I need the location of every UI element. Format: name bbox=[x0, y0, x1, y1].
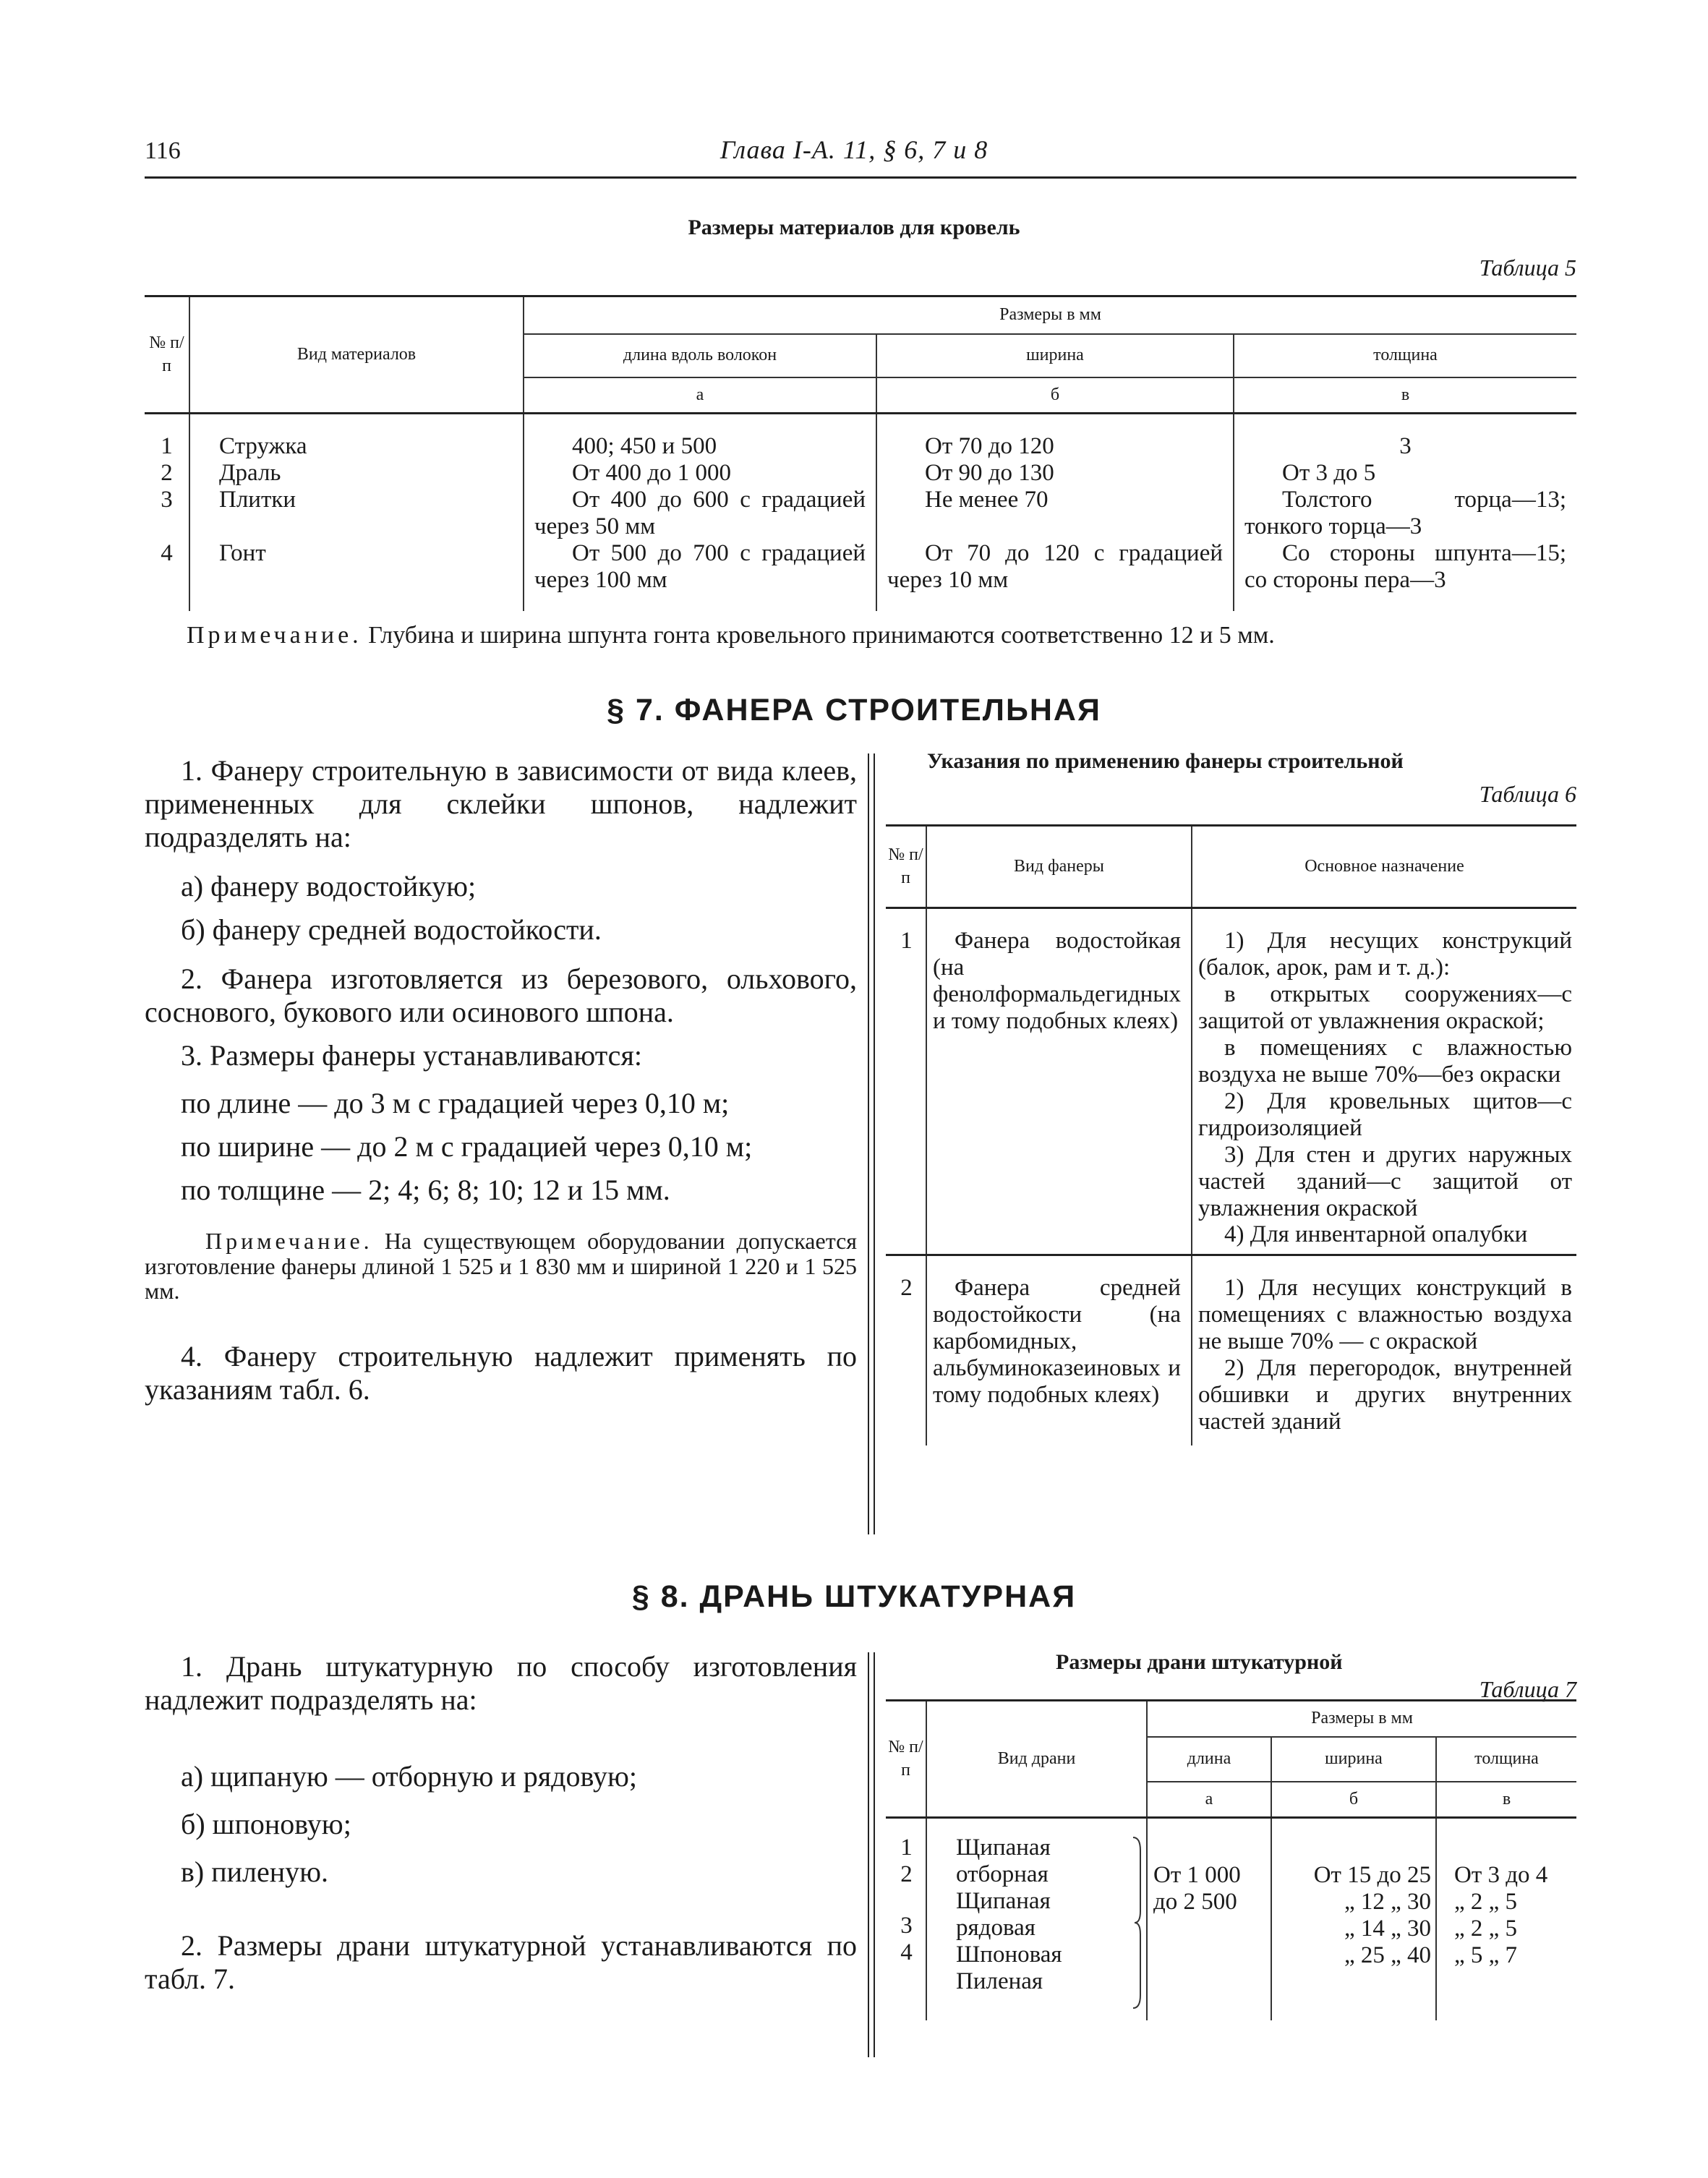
section7-p1-a: а) фанеру водостойкую; bbox=[181, 870, 477, 902]
table5-header-width: ширина bbox=[876, 334, 1234, 377]
table7-kind: Шпоновая bbox=[956, 1941, 1062, 1968]
section7-note bbox=[145, 1229, 857, 1304]
section7-text bbox=[145, 754, 857, 1417]
table5-header-thickness: толщина bbox=[1234, 334, 1576, 377]
table7-header-num: № п/п bbox=[886, 1701, 926, 1818]
table6 bbox=[886, 824, 1576, 1445]
table5-num: 1 bbox=[161, 433, 173, 459]
table5-material: Плитки bbox=[219, 487, 296, 513]
table5 bbox=[145, 295, 1576, 611]
table6-purpose bbox=[1192, 1255, 1576, 1445]
table6-title: Указания по применению фанеры строительной bbox=[927, 749, 1404, 773]
section7-note-text: На существующем оборудовании допускается изготовление фанеры длиной 1 525 и 1 830 мм и шириной 1 220 и 1 525 мм. bbox=[145, 1228, 858, 1304]
table7-number: Таблица 7 bbox=[1479, 1676, 1576, 1702]
table7-num: 2 bbox=[900, 1861, 913, 1887]
table6-header-kind: Вид фанеры bbox=[926, 826, 1192, 908]
table5-col-material bbox=[189, 414, 524, 611]
table7-thickness: От 3 до 4 bbox=[1454, 1862, 1548, 1888]
table5-note-text: Глубина и ширина шпунта гонта кровельного принимаются соответственно 12 и 5 мм. bbox=[368, 622, 1275, 649]
table5-title: Размеры материалов для кровель bbox=[688, 215, 1020, 239]
table5-length: От 500 до 700 с градацией через 100 мм bbox=[534, 540, 866, 593]
section8-title: § 8. ДРАНЬ ШТУКАТУРНАЯ bbox=[631, 1579, 1077, 1614]
table5-material: Драль bbox=[219, 460, 281, 486]
table7-header-kind: Вид драни bbox=[926, 1701, 1147, 1818]
table7-header-length: длина bbox=[1147, 1737, 1271, 1782]
table7-letter-a: а bbox=[1147, 1782, 1271, 1818]
running-head: Глава I-А. 11, § 6, 7 и 8 bbox=[720, 135, 988, 164]
section8-p1-c: в) пиленую. bbox=[181, 1855, 329, 1888]
table5-length: От 400 до 1 000 bbox=[572, 460, 732, 486]
table5-number: Таблица 5 bbox=[1479, 255, 1576, 281]
section8-p1-a: а) щипаную — отборную и рядовую; bbox=[181, 1760, 637, 1793]
table5-width: От 70 до 120 с градацией через 10 мм bbox=[887, 540, 1223, 593]
table6-purpose-line: 4) Для инвентарной опалубки bbox=[1224, 1221, 1528, 1248]
section8-text bbox=[145, 1650, 857, 2006]
table5-thickness: 3 bbox=[1399, 433, 1412, 459]
table5-width: От 90 до 130 bbox=[925, 460, 1054, 486]
table7-letter-b: б bbox=[1271, 1782, 1436, 1818]
section7-title: § 7. ФАНЕРА СТРОИТЕЛЬНАЯ bbox=[607, 693, 1101, 727]
table6-purpose-line: 3) Для стен и других наружных частей зданий—с защитой от увлажнения окраской bbox=[1197, 1141, 1572, 1221]
table5-col-num bbox=[145, 414, 189, 611]
section7-p4: 4. Фанеру строительную надлежит применять по указаниям табл. 6. bbox=[145, 1339, 857, 1406]
table6-kind: Фанера водостойкая (на фенолформальдегидных и тому подобных клеях) bbox=[926, 908, 1192, 1255]
section7-p1: 1. Фанеру строительную в зависимости от вида клеев, примененных для склейки шпонов, надлежит подразделять на: bbox=[145, 754, 857, 853]
table5-thickness: От 3 до 5 bbox=[1282, 460, 1376, 486]
table5-length: 400; 450 и 500 bbox=[572, 433, 717, 459]
table7-width: „ 12 „ 30 bbox=[1344, 1889, 1431, 1915]
table5-header-length: длина вдоль волокон bbox=[524, 334, 876, 377]
table5-num: 3 bbox=[161, 487, 173, 513]
table5-letter-a: а bbox=[524, 377, 876, 414]
table7-col-thickness bbox=[1436, 1818, 1576, 2020]
table6-header-num: № п/п bbox=[886, 826, 926, 908]
section8-p1-b: б) шпоновую; bbox=[181, 1808, 351, 1840]
table5-header-num: № п/п bbox=[145, 296, 189, 414]
table6-purpose-line: 1) Для несущих конструкций (балок, арок, рам и т. д.): bbox=[1197, 928, 1572, 981]
table7 bbox=[886, 1699, 1576, 2020]
table5-width: От 70 до 120 bbox=[925, 433, 1054, 459]
table5-letter-v: в bbox=[1234, 377, 1576, 414]
section8-p2: 2. Размеры драни штукатурной устанавливаются по табл. 7. bbox=[145, 1929, 857, 1995]
column-divider bbox=[874, 753, 875, 1534]
table6-purpose-line: 1) Для несущих конструкций в помещениях с влажностью воздуха не выше 70% — с окраской bbox=[1197, 1275, 1572, 1355]
table7-col-kind bbox=[926, 1818, 1147, 2020]
table6-purpose bbox=[1192, 908, 1576, 1255]
table5-letter-b: б bbox=[876, 377, 1234, 414]
table7-header-thickness: толщина bbox=[1436, 1737, 1576, 1782]
table7-letter-v: в bbox=[1436, 1782, 1576, 1818]
table5-thickness: Толстого торца—13; тонкого торца—3 bbox=[1244, 487, 1566, 539]
table5-num: 2 bbox=[161, 460, 173, 486]
table7-num: 1 bbox=[900, 1835, 913, 1861]
column-divider bbox=[868, 753, 869, 1534]
table7-col-num bbox=[886, 1818, 926, 2020]
table7-kind: Щипаная рядовая bbox=[956, 1887, 1051, 1941]
table7-header-sizes: Размеры в мм bbox=[1147, 1701, 1576, 1737]
table6-purpose-line: 2) Для перегородок, внутренней обшивки и других внутренних частей зданий bbox=[1197, 1355, 1572, 1435]
table6-purpose-line: в открытых сооружениях—с защитой от увлажнения окраской; bbox=[1197, 981, 1572, 1034]
section7-note-label: Примечание. bbox=[205, 1228, 373, 1254]
table7-num: 4 bbox=[900, 1939, 913, 1965]
table5-note-label: Примечание. bbox=[187, 622, 362, 649]
table7-width: „ 25 „ 40 bbox=[1344, 1942, 1431, 1968]
table6-kind: Фанера средней водостойкости (на карбомидных, альбуминоказеиновых и тому подобных клеях) bbox=[926, 1255, 1192, 1445]
table7-num-spacer bbox=[892, 1888, 921, 1913]
table5-material: Стружка bbox=[219, 433, 307, 459]
table5-material: Гонт bbox=[219, 540, 266, 566]
table7-thickness: „ 2 „ 5 bbox=[1454, 1916, 1518, 1942]
table6-number: Таблица 6 bbox=[1479, 781, 1576, 807]
table6-purpose-line: 2) Для кровельных щитов—с гидроизоляцией bbox=[1197, 1088, 1572, 1141]
table7-length: От 1 000 до 2 500 bbox=[1147, 1818, 1271, 2020]
table5-note bbox=[187, 622, 1275, 649]
table5-header-material: Вид материалов bbox=[189, 296, 524, 414]
table6-num: 2 bbox=[886, 1255, 926, 1445]
table7-title: Размеры драни штукатурной bbox=[1056, 1650, 1343, 1674]
table7-thickness: „ 5 „ 7 bbox=[1454, 1942, 1518, 1968]
table7-kind: Щипаная отборная bbox=[956, 1835, 1051, 1887]
table5-col-width bbox=[876, 414, 1234, 611]
table7-width: От 15 до 25 bbox=[1313, 1862, 1431, 1888]
table6-num: 1 bbox=[886, 908, 926, 1255]
table7-num: 3 bbox=[900, 1913, 913, 1939]
table5-width: Не менее 70 bbox=[925, 487, 1049, 513]
table7-width: „ 14 „ 30 bbox=[1344, 1916, 1431, 1942]
section7-p3: 3. Размеры фанеры устанавливаются: bbox=[181, 1039, 642, 1072]
table7-thickness: „ 2 „ 5 bbox=[1454, 1889, 1518, 1915]
table6-purpose-line: в помещениях с влажностью воздуха не выше 70%—без окраски bbox=[1197, 1034, 1572, 1088]
section7-p3-width: по ширине — до 2 м с градацией через 0,10 м; bbox=[181, 1130, 753, 1163]
page-number: 116 bbox=[145, 137, 181, 164]
section8-p1: 1. Дрань штукатурную по способу изготовления надлежит подразделять на: bbox=[145, 1650, 857, 1716]
section7-p3-length: по длине — до 3 м с градацией через 0,10 м; bbox=[181, 1087, 730, 1119]
table5-col-length bbox=[524, 414, 876, 611]
table6-header-purpose: Основное назначение bbox=[1192, 826, 1576, 908]
table5-col-thickness bbox=[1234, 414, 1576, 611]
table7-brace bbox=[1132, 1836, 1143, 2010]
table7-col-width bbox=[1271, 1818, 1436, 2020]
table7-kind: Пиленая bbox=[956, 1968, 1043, 1994]
table5-thickness: Со стороны шпунта—15; со стороны пера—3 bbox=[1244, 540, 1566, 593]
section7-p3-thickness: по толщине — 2; 4; 6; 8; 10; 12 и 15 мм. bbox=[181, 1174, 670, 1206]
column-divider bbox=[874, 1652, 875, 2057]
table5-num: 4 bbox=[161, 540, 173, 566]
table5-length: От 400 до 600 с градацией через 50 мм bbox=[534, 487, 866, 539]
table7-header-width: ширина bbox=[1271, 1737, 1436, 1782]
header-rule bbox=[145, 176, 1576, 179]
section7-p1-b: б) фанеру средней водостойкости. bbox=[181, 913, 602, 946]
table5-header-sizes: Размеры в мм bbox=[524, 296, 1576, 334]
column-divider bbox=[868, 1652, 869, 2057]
section7-p2: 2. Фанера изготовляется из березового, ольхового, соснового, букового или осинового шпона. bbox=[145, 962, 857, 1028]
